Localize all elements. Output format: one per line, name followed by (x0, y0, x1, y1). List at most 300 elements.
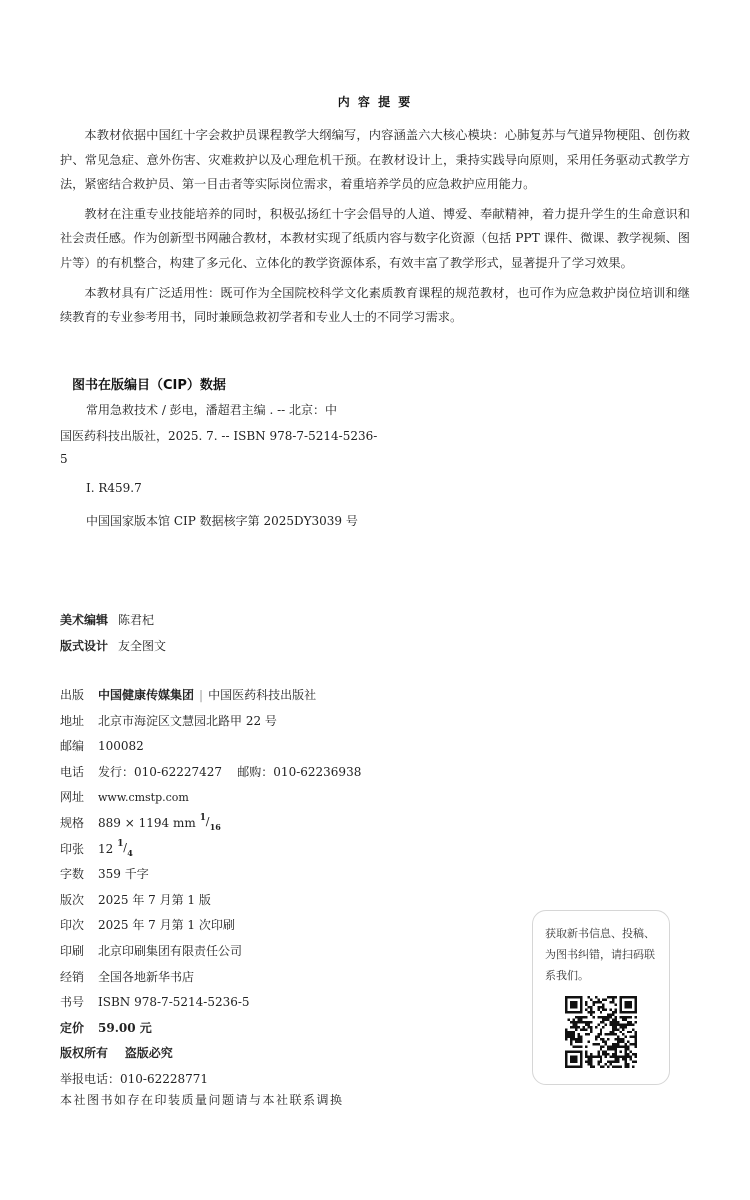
qr-module (607, 1061, 609, 1063)
qr-module (580, 1001, 582, 1003)
qr-module (627, 1001, 629, 1003)
qr-module (570, 1033, 572, 1035)
qr-module (620, 1041, 622, 1043)
info-row-distributor (60, 968, 480, 994)
qr-module (565, 1006, 567, 1008)
qr-module (627, 996, 629, 998)
qr-module (615, 1053, 617, 1055)
qr-module (572, 1061, 574, 1063)
cip-line: 国医药科技出版社，2025. 7. -- ISBN 978-7-5214-5236- (60, 429, 378, 443)
info-value: 北京印刷集团有限责任公司 (98, 943, 243, 958)
sheets-fraction (117, 840, 137, 856)
qr-module (622, 1038, 624, 1040)
qr-module (580, 998, 582, 1000)
qr-module (612, 1031, 614, 1033)
qr-module (590, 1053, 592, 1055)
editor-value: 友全图文 (118, 639, 167, 653)
qr-module (575, 1021, 577, 1023)
qr-module (565, 996, 567, 998)
qr-module (630, 1003, 632, 1005)
qr-module (627, 1023, 629, 1025)
qr-module (620, 1008, 622, 1010)
qr-module (612, 1021, 614, 1023)
qr-module (617, 1021, 619, 1023)
qr-module (620, 1046, 622, 1048)
info-value: 12 (98, 841, 114, 856)
qr-module (575, 1061, 577, 1063)
qr-module (590, 1008, 592, 1010)
publication-info (60, 686, 480, 1096)
qr-module (592, 1056, 594, 1058)
qr-module (607, 1053, 609, 1055)
info-label: 印次 (60, 918, 85, 933)
qr-module (617, 1028, 619, 1030)
qr-module (610, 1008, 612, 1010)
qr-module (600, 1066, 602, 1068)
qr-module (567, 1066, 569, 1068)
info-label: 地址 (60, 713, 85, 728)
qr-module (570, 1036, 572, 1038)
qr-module (597, 1016, 599, 1018)
qr-module (630, 1021, 632, 1023)
qr-module (602, 1053, 604, 1055)
qr-module (615, 1033, 617, 1035)
qr-module (622, 1056, 624, 1058)
qr-module (622, 1018, 624, 1020)
qr-module (620, 1003, 622, 1005)
qr-module (565, 1061, 567, 1063)
qr-module (620, 1023, 622, 1025)
qr-module (612, 996, 614, 998)
qr-module (602, 1041, 604, 1043)
qr-module (600, 1011, 602, 1013)
qr-module (612, 1053, 614, 1055)
qr-module (580, 1051, 582, 1053)
qr-module (622, 1026, 624, 1028)
qr-module (570, 1051, 572, 1053)
qr-module (597, 1061, 599, 1063)
qr-module (567, 996, 569, 998)
qr-module (587, 1063, 589, 1065)
qr-module (592, 1016, 594, 1018)
qr-module (582, 1016, 584, 1018)
qr-module (580, 1063, 582, 1065)
website-link[interactable]: www.cmstp.com (98, 791, 189, 805)
qr-module (625, 1016, 627, 1018)
qr-module (590, 1021, 592, 1023)
qr-module (590, 1061, 592, 1063)
qr-module (587, 1006, 589, 1008)
qr-module (635, 1016, 637, 1018)
qr-module (595, 1001, 597, 1003)
qr-module (595, 1026, 597, 1028)
qr-module (602, 1026, 604, 1028)
qr-module (635, 1033, 637, 1035)
qr-module (605, 1033, 607, 1035)
qr-module (577, 1026, 579, 1028)
qr-module (572, 1001, 574, 1003)
qr-module (567, 1018, 569, 1020)
qr-module (597, 1036, 599, 1038)
qr-module (612, 1066, 614, 1068)
qr-module (607, 1016, 609, 1018)
qr-module (575, 1056, 577, 1058)
qr-module (587, 1033, 589, 1035)
qr-module (635, 998, 637, 1000)
qr-module (605, 1018, 607, 1020)
info-row-printing (60, 916, 480, 942)
qr-module (607, 1013, 609, 1015)
qr-module (617, 1043, 619, 1045)
qr-module (597, 998, 599, 1000)
qr-module (610, 1013, 612, 1015)
qr-module (585, 1023, 587, 1025)
qr-module (575, 1046, 577, 1048)
info-row-edition (60, 891, 480, 917)
qr-module (592, 1011, 594, 1013)
qr-module (585, 1016, 587, 1018)
qr-module (575, 1003, 577, 1005)
cip-verification: 中国国家版本馆 CIP 数据核字第 2025DY3039 号 (86, 514, 358, 528)
info-label: 规格 (60, 815, 85, 830)
qr-module (600, 1028, 602, 1030)
qr-module (565, 1066, 567, 1068)
qr-module (632, 1011, 634, 1013)
qr-module (590, 1026, 592, 1028)
qr-module (602, 1066, 604, 1068)
fraction-denominator: 4 (127, 847, 133, 858)
qr-module (577, 1051, 579, 1053)
qr-module (585, 1001, 587, 1003)
qr-module (575, 1001, 577, 1003)
qr-module (612, 1018, 614, 1020)
qr-module (607, 1046, 609, 1048)
qr-module (635, 996, 637, 998)
qr-module (580, 1058, 582, 1060)
qr-module (615, 1058, 617, 1060)
qr-module (590, 1006, 592, 1008)
qr-module (620, 1051, 622, 1053)
qr-module (605, 1063, 607, 1065)
qr-module (615, 1046, 617, 1048)
qr-module (592, 1001, 594, 1003)
qr-module (627, 1016, 629, 1018)
qr-module (600, 1006, 602, 1008)
qr-module (627, 1006, 629, 1008)
qr-module (605, 1056, 607, 1058)
qr-module (607, 996, 609, 998)
qr-module (620, 1026, 622, 1028)
qr-module (620, 1056, 622, 1058)
qr-module (597, 1006, 599, 1008)
qr-module (630, 1036, 632, 1038)
qr-module (620, 1001, 622, 1003)
qr-module (580, 1056, 582, 1058)
qr-module (630, 1043, 632, 1045)
qr-module (575, 1026, 577, 1028)
qr-module (602, 998, 604, 1000)
info-value: 100082 (98, 739, 144, 754)
qr-module (607, 1018, 609, 1020)
qr-module (577, 996, 579, 998)
qr-module (622, 1011, 624, 1013)
qr-module (622, 1046, 624, 1048)
qr-module (612, 1033, 614, 1035)
qr-module (577, 1021, 579, 1023)
qr-module (572, 1011, 574, 1013)
qr-module (580, 1016, 582, 1018)
qr-module (602, 1051, 604, 1053)
qr-module (600, 1056, 602, 1058)
qr-module (590, 1056, 592, 1058)
info-label: 定价 (60, 1020, 85, 1035)
qr-module (615, 1061, 617, 1063)
qr-module (610, 1056, 612, 1058)
qr-module (615, 1011, 617, 1013)
qr-text: 获取新书信息、投稿、为图书纠错，请扫码联系我们。 (545, 927, 655, 982)
qr-module (635, 1038, 637, 1040)
qr-module (635, 1046, 637, 1048)
qr-module (582, 1026, 584, 1028)
qr-module (575, 996, 577, 998)
qr-module (575, 1058, 577, 1060)
summary-paragraph: 本教材依据中国红十字会救护员课程教学大纲编写，内容涵盖六大核心模块：心肺复苏与气道异物梗阻、创伤救护、常见急症、意外伤害、灾难救护以及心理危机干预。在教材设计上，秉持实践导向原则，采用任务驱动式教学方法，紧密结合救护员、第一目击者等实际岗位需求，着重培养学员的应急救护应用能力。 (60, 128, 690, 192)
qr-module (615, 1056, 617, 1058)
qr-module (635, 1041, 637, 1043)
qr-module (625, 1066, 627, 1068)
qr-module (600, 1046, 602, 1048)
qr-module (572, 1036, 574, 1038)
info-value: 359 千字 (98, 867, 149, 882)
qr-module (602, 1016, 604, 1018)
info-label: 印张 (60, 841, 85, 856)
qr-module (625, 1051, 627, 1053)
qr-module (617, 1036, 619, 1038)
qr-module (587, 1061, 589, 1063)
qr-module (605, 1008, 607, 1010)
qr-module (572, 1031, 574, 1033)
info-label: 书号 (60, 995, 85, 1010)
qr-module (625, 996, 627, 998)
qr-module (597, 1053, 599, 1055)
qr-module (630, 1011, 632, 1013)
qr-module (585, 1008, 587, 1010)
qr-module (612, 1026, 614, 1028)
qr-module (585, 1033, 587, 1035)
qr-module (577, 1018, 579, 1020)
qr-module (635, 1021, 637, 1023)
qr-module (570, 1006, 572, 1008)
qr-module (630, 1051, 632, 1053)
qr-module (570, 1043, 572, 1045)
info-value: 2025 年 7 月第 1 次印刷 (98, 918, 235, 933)
fraction-denominator: 16 (209, 821, 221, 832)
copyright-notice: 版权所有 盗版必究 (60, 1046, 173, 1061)
qr-module (577, 1038, 579, 1040)
qr-module (587, 1011, 589, 1013)
info-value: 全国各地新华书店 (98, 969, 195, 984)
qr-module (622, 1041, 624, 1043)
qr-module (627, 1066, 629, 1068)
info-row-website (60, 788, 480, 814)
qr-module (582, 1028, 584, 1030)
qr-module (565, 1008, 567, 1010)
qr-module (580, 1028, 582, 1030)
format-fraction (200, 814, 220, 830)
qr-module (627, 1021, 629, 1023)
qr-module (572, 1023, 574, 1025)
qr-module (610, 1046, 612, 1048)
qr-module (612, 1043, 614, 1045)
qr-module (625, 1046, 627, 1048)
qr-module (592, 1003, 594, 1005)
qr-module (587, 1058, 589, 1060)
qr-module (575, 1051, 577, 1053)
cip-title: 图书在版编目（CIP）数据 (72, 378, 226, 393)
qr-module (570, 1003, 572, 1005)
qr-module (600, 1031, 602, 1033)
qr-module (610, 1048, 612, 1050)
qr-module (625, 1003, 627, 1005)
qr-module (572, 1018, 574, 1020)
qr-module (620, 1006, 622, 1008)
qr-module (612, 1013, 614, 1015)
qr-module (632, 1061, 634, 1063)
qr-module (630, 996, 632, 998)
qr-module (602, 1038, 604, 1040)
qr-module (567, 1031, 569, 1033)
qr-module (630, 1001, 632, 1003)
qr-module (607, 1066, 609, 1068)
qr-module (627, 1031, 629, 1033)
qr-module (567, 1033, 569, 1035)
qr-module (575, 1011, 577, 1013)
qr-module (625, 1023, 627, 1025)
qr-module (565, 998, 567, 1000)
qr-module (625, 1063, 627, 1065)
qr-module (577, 1046, 579, 1048)
qr-module (635, 1011, 637, 1013)
qr-module (600, 1033, 602, 1035)
summary (60, 123, 690, 335)
qr-module (615, 1048, 617, 1050)
qr-module (632, 1053, 634, 1055)
qr-module (565, 1033, 567, 1035)
qr-module (580, 1038, 582, 1040)
qr-module (577, 1066, 579, 1068)
qr-module (615, 1043, 617, 1045)
qr-module (590, 998, 592, 1000)
qr-module (627, 1056, 629, 1058)
qr-module (605, 1041, 607, 1043)
qr-module (590, 1031, 592, 1033)
qr-module (580, 996, 582, 998)
qr-module (635, 1031, 637, 1033)
qr-module (570, 1041, 572, 1043)
qr-module (565, 1001, 567, 1003)
qr-module (625, 1056, 627, 1058)
qr-module (630, 1031, 632, 1033)
qr-module (587, 1026, 589, 1028)
qr-module (607, 1033, 609, 1035)
qr-module (627, 1003, 629, 1005)
info-label: 字数 (60, 867, 85, 882)
qr-module (595, 1043, 597, 1045)
editor-row (60, 611, 154, 628)
qr-module (635, 1001, 637, 1003)
qr-module (587, 1023, 589, 1025)
qr-module (630, 1058, 632, 1060)
qr-module (570, 1011, 572, 1013)
qr-code-icon[interactable] (565, 996, 637, 1068)
publisher-group: 中国健康传媒集团 (98, 688, 195, 702)
qr-module (580, 1066, 582, 1068)
qr-module (622, 1023, 624, 1025)
qr-module (605, 1016, 607, 1018)
qr-module (565, 1053, 567, 1055)
qr-module (575, 1006, 577, 1008)
editor-row (60, 637, 166, 654)
info-row-postcode (60, 737, 480, 763)
qr-module (565, 1003, 567, 1005)
qr-module (630, 1006, 632, 1008)
qr-module (585, 1061, 587, 1063)
qr-module (617, 1056, 619, 1058)
qr-module (617, 1038, 619, 1040)
qr-module (567, 1036, 569, 1038)
qr-module (600, 1061, 602, 1063)
qr-module (620, 998, 622, 1000)
info-row-publisher (60, 686, 480, 712)
qr-module (570, 1026, 572, 1028)
qr-module (617, 1023, 619, 1025)
qr-module (580, 1053, 582, 1055)
qr-module (605, 998, 607, 1000)
qr-module (597, 1051, 599, 1053)
qr-module (565, 1056, 567, 1058)
qr-module (580, 1061, 582, 1063)
info-value: ISBN 978-7-5214-5236-5 (98, 995, 250, 1010)
qr-module (620, 1016, 622, 1018)
qr-module (625, 1048, 627, 1050)
qr-module (602, 1018, 604, 1020)
qr-module (570, 1058, 572, 1060)
qr-module (572, 1051, 574, 1053)
qr-module (572, 1046, 574, 1048)
qr-module (590, 1011, 592, 1013)
qr-module (590, 1063, 592, 1065)
qr-module (617, 1066, 619, 1068)
info-row-copyright (60, 1044, 480, 1070)
info-label: 版次 (60, 892, 85, 907)
qr-module (572, 1038, 574, 1040)
info-value: 北京市海淀区文慧园北路甲 22 号 (98, 713, 277, 728)
qr-module (590, 1058, 592, 1060)
qr-module (605, 1043, 607, 1045)
qr-module (622, 1016, 624, 1018)
qr-module (622, 1058, 624, 1060)
qr-module (600, 1038, 602, 1040)
editor-label: 美术编辑 (60, 613, 109, 627)
qr-module (572, 1033, 574, 1035)
qr-module (572, 1003, 574, 1005)
qr-module (570, 1056, 572, 1058)
qr-module (597, 1043, 599, 1045)
qr-module (580, 1018, 582, 1020)
qr-module (612, 1011, 614, 1013)
summary-paragraph: 本教材具有广泛适用性：既可作为全国院校科学文化素质教育课程的规范教材，也可作为应急救护岗位培训和继续教育的专业参考用书，同时兼顾急救初学者和专业人士的不同学习需求。 (60, 285, 690, 325)
qr-module (625, 1053, 627, 1055)
